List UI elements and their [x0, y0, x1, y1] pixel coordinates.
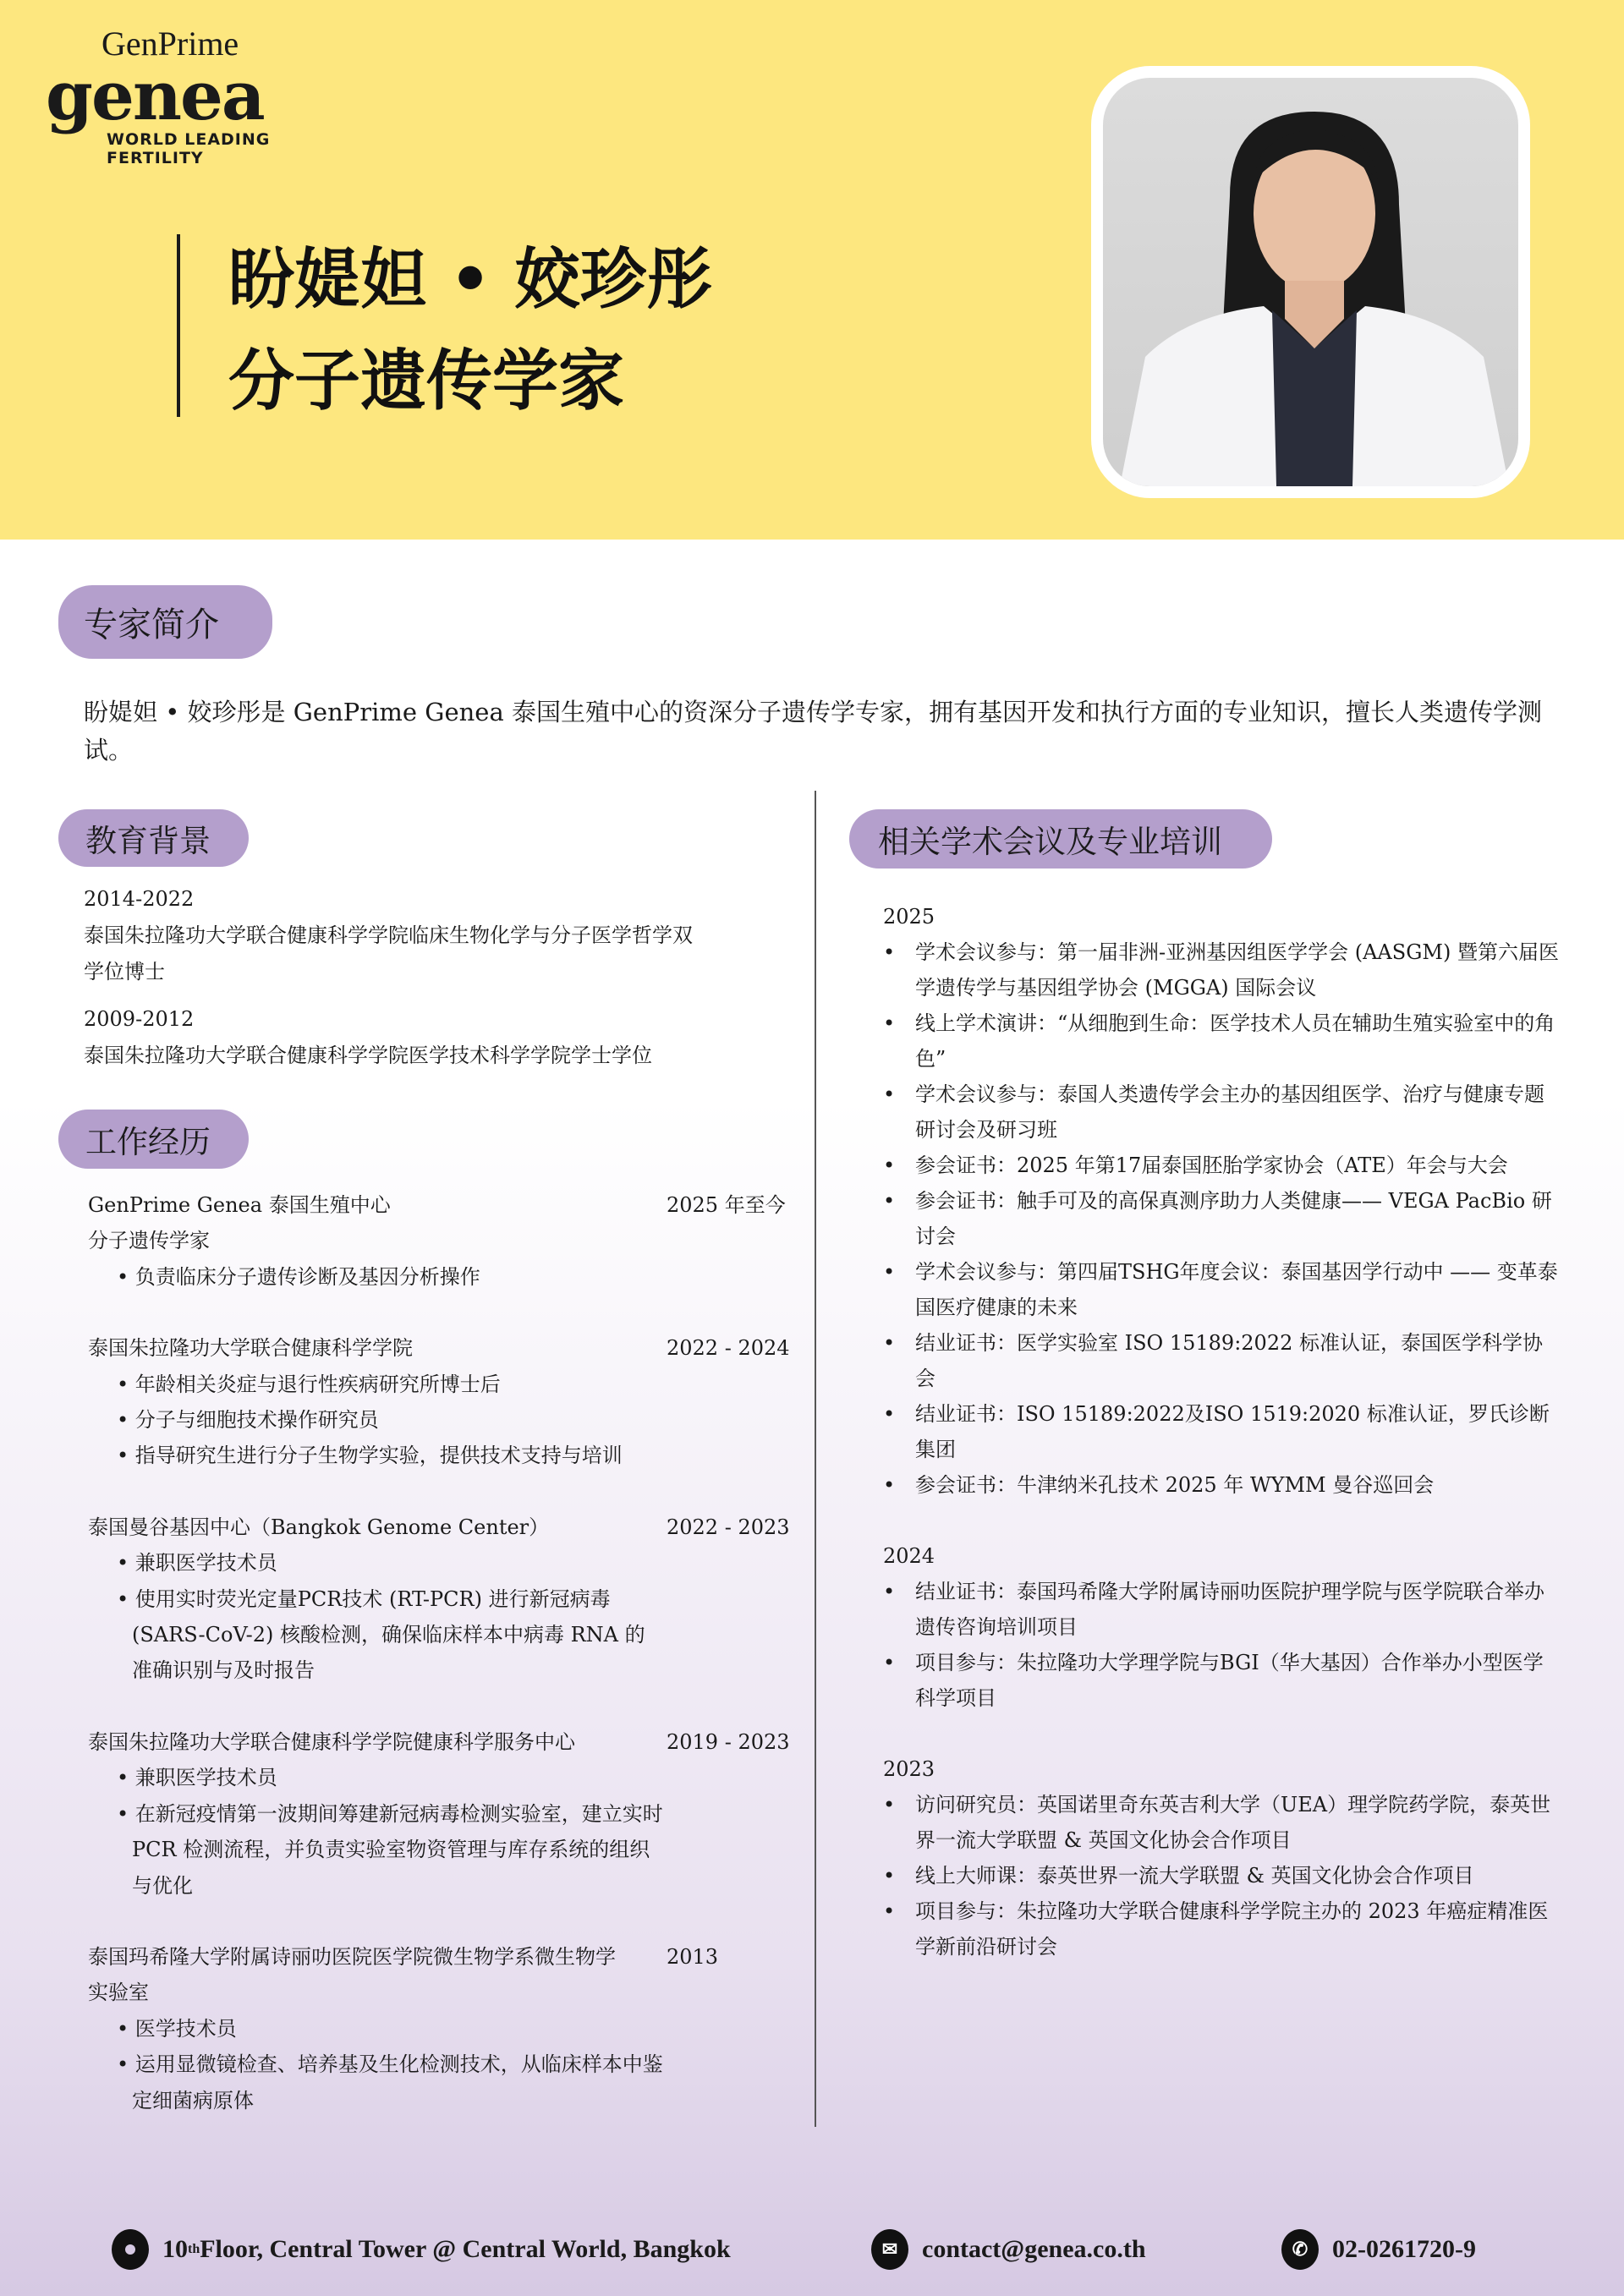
conference-item [883, 1325, 1560, 1396]
conference-text: 访问研究员：英国诺里奇东英吉利大学（UEA）理学院药学院，泰英世界一流大学联盟 & 英国文化协会合作项目 [915, 1793, 1551, 1852]
bullet-icon: • [883, 1473, 896, 1497]
bullet-icon: • [883, 1864, 896, 1888]
phone-icon: ✆ [1281, 2229, 1319, 2270]
bullet-icon: • [883, 1153, 896, 1177]
bullet-icon: • [883, 1793, 896, 1817]
conference-text: 线上学术演讲：“从细胞到生命：医学技术人员在辅助生殖实验室中的角色” [915, 1011, 1555, 1071]
conference-text: 学术会议参与：泰国人类遗传学会主办的基因组医学、治疗与健康专题研讨会及研习班 [915, 1082, 1544, 1142]
conference-text: 线上大师课：泰英世界一流大学联盟 & 英国文化协会合作项目 [915, 1864, 1474, 1888]
conference-item [883, 1574, 1560, 1645]
conference-item [883, 1148, 1560, 1183]
work-years: 2022 - 2024 [667, 1336, 790, 1361]
address-text: Floor, Central Tower @ Central World, Bangkok [200, 2235, 731, 2263]
email-link[interactable]: contact@genea.co.th [922, 2235, 1146, 2263]
work-entry [88, 1510, 790, 1689]
conference-year: 2024 [883, 1544, 935, 1568]
work-organization: GenPrime Genea 泰国生殖中心 [88, 1193, 391, 1217]
work-years: 2022 - 2023 [667, 1515, 790, 1539]
conference-item [883, 1787, 1560, 1858]
conference-item [883, 1893, 1560, 1964]
work-duty: • 指导研究生进行分子生物学实验，提供技术支持与培训 [117, 1444, 623, 1468]
address-floor: 10 [162, 2235, 188, 2263]
work-duty: • 年龄相关炎症与退行性疾病研究所博士后 [117, 1372, 501, 1396]
work-organization: 泰国玛希隆大学附属诗丽叻医院医学院微生物学系微生物学实验室 [88, 1944, 616, 2005]
title-accent-line [177, 234, 180, 417]
logo-genea: genea [46, 56, 264, 135]
expert-name: 盼媞妲 • 姣珍彤 [228, 241, 713, 318]
work-organization: 泰国曼谷基因中心（Bangkok Genome Center） [88, 1515, 550, 1539]
bullet-icon: • [883, 1189, 896, 1213]
conference-item [883, 1254, 1560, 1325]
conference-list [883, 899, 1560, 2000]
conference-text: 项目参与：朱拉隆功大学理学院与BGI（华大基因）合作举办小型医学科学项目 [915, 1651, 1544, 1710]
bullet-icon: • [883, 1402, 896, 1426]
conference-text: 学术会议参与：第一届非洲-亚洲基因组医学学会 (AASGM) 暨第六届医学遗传学与基因组学协会 (MGGA) 国际会议 [915, 940, 1559, 1000]
conference-text: 结业证书：泰国玛希隆大学附属诗丽叻医院护理学院与医学院联合举办遗传咨询培训项目 [915, 1580, 1544, 1639]
conference-item [883, 934, 1560, 1006]
work-history-list [88, 1187, 790, 2154]
bullet-icon: • [883, 940, 896, 964]
address-sup: th [188, 2242, 200, 2256]
phone-link[interactable]: 02-0261720-9 [1332, 2235, 1476, 2263]
conference-text: 参会证书：2025 年第17届泰国胚胎学家协会（ATE）年会与大会 [915, 1153, 1508, 1177]
expert-title: 分子遗传学家 [228, 342, 625, 419]
conference-item [883, 1006, 1560, 1077]
work-role: 分子遗传学家 [88, 1229, 210, 1253]
bullet-icon: • [883, 1260, 896, 1284]
work-duty: • 负责临床分子遗传诊断及基因分析操作 [117, 1264, 480, 1289]
conference-text: 项目参与：朱拉隆功大学联合健康科学学院主办的 2023 年癌症精准医学新前沿研讨会 [915, 1899, 1549, 1959]
expert-photo [1091, 66, 1530, 498]
conference-text: 结业证书：ISO 15189:2022及ISO 1519:2020 标准认证，罗氏诊断集团 [915, 1402, 1550, 1461]
work-entry [88, 1330, 790, 1474]
location-pin-icon [112, 2229, 149, 2270]
conference-text: 参会证书：触手可及的高保真测序助力人类健康—— VEGA PacBio 研讨会 [915, 1189, 1552, 1248]
logo-genprime: GenPrime [102, 25, 239, 63]
section-pill-work: 工作经历 [58, 1110, 249, 1169]
education-degree: 泰国朱拉隆功大学联合健康科学学院临床生物化学与分子医学哲学双学位博士 [84, 923, 693, 984]
education-degree: 泰国朱拉隆功大学联合健康科学学院医学技术科学学院学士学位 [84, 1044, 652, 1067]
conference-item [883, 1183, 1560, 1254]
footer-phone[interactable] [1281, 2229, 1476, 2270]
section-pill-intro: 专家简介 [58, 585, 272, 659]
section-pill-education: 教育背景 [58, 809, 249, 867]
conference-year: 2023 [883, 1757, 935, 1781]
education-years: 2014-2022 [84, 887, 195, 911]
logo-tagline-1: WORLD LEADING [107, 130, 271, 149]
conference-item [883, 1858, 1560, 1893]
bullet-icon: • [883, 1651, 896, 1674]
portrait-illustration [1103, 78, 1518, 486]
work-entry [88, 1187, 786, 1295]
conference-year-group [883, 1751, 1560, 1964]
bullet-icon: • [883, 1899, 896, 1923]
work-duty: • 兼职医学技术员 [117, 1551, 277, 1575]
work-years: 2019 - 2023 [667, 1729, 790, 1754]
work-duty: • 医学技术员 [117, 2016, 237, 2041]
envelope-icon: ✉ [871, 2229, 908, 2270]
conference-text: 参会证书：牛津纳米孔技术 2025 年 WYMM 曼谷巡回会 [915, 1473, 1435, 1497]
bullet-icon: • [883, 1082, 896, 1106]
bullet-icon: • [883, 1331, 896, 1355]
footer-address [112, 2229, 731, 2270]
conference-text: 学术会议参与：第四届TSHG年度会议：泰国基因学行动中 —— 变革泰国医疗健康的未来 [915, 1260, 1558, 1319]
work-entry [88, 1939, 782, 2118]
conference-year-group [883, 899, 1560, 1503]
education-years: 2009-2012 [84, 1007, 195, 1031]
conference-item [883, 1467, 1560, 1503]
logo-tagline-2: FERTILITY [107, 149, 204, 167]
intro-paragraph: 盼媞妲 • 姣珍彤是 GenPrime Genea 泰国生殖中心的资深分子遗传学专家，拥有基因开发和执行方面的专业知识，擅长人类遗传学测试。 [84, 698, 1542, 764]
conference-text: 结业证书：医学实验室 ISO 15189:2022 标准认证，泰国医学科学协会 [915, 1331, 1543, 1390]
section-pill-conferences: 相关学术会议及专业培训 [849, 809, 1272, 869]
work-organization: 泰国朱拉隆功大学联合健康科学学院 [88, 1336, 413, 1361]
conference-item [883, 1396, 1560, 1467]
footer-email[interactable] [871, 2229, 1146, 2270]
work-years: 2013 [667, 1944, 719, 1969]
work-duty: • 分子与细胞技术操作研究员 [117, 1408, 379, 1433]
conference-year-group [883, 1538, 1560, 1716]
work-organization: 泰国朱拉隆功大学联合健康科学学院健康科学服务中心 [88, 1729, 575, 1754]
work-duty: • 兼职医学技术员 [117, 1766, 277, 1790]
work-entry [88, 1724, 790, 1904]
bullet-icon: • [883, 1011, 896, 1035]
column-divider [815, 791, 816, 2127]
work-duty: • 使用实时荧光定量PCR技术 (RT-PCR) 进行新冠病毒 (SARS-CoV-2) 核酸检测，确保临床样本中病毒 RNA 的准确识别与及时报告 [117, 1586, 645, 1683]
conference-year: 2025 [883, 905, 935, 929]
logo-tagline [107, 130, 270, 167]
conference-item [883, 1077, 1560, 1148]
bullet-icon: • [883, 1580, 896, 1603]
work-duty: • 运用显微镜检查、培养基及生化检测技术，从临床样本中鉴定细菌病原体 [117, 2052, 663, 2112]
work-years: 2025 年至今 [667, 1193, 786, 1217]
work-duty: • 在新冠疫情第一波期间筹建新冠病毒检测实验室，建立实时 PCR 检测流程，并负责实验室物资管理与库存系统的组织与优化 [117, 1801, 663, 1898]
conference-item [883, 1645, 1560, 1716]
